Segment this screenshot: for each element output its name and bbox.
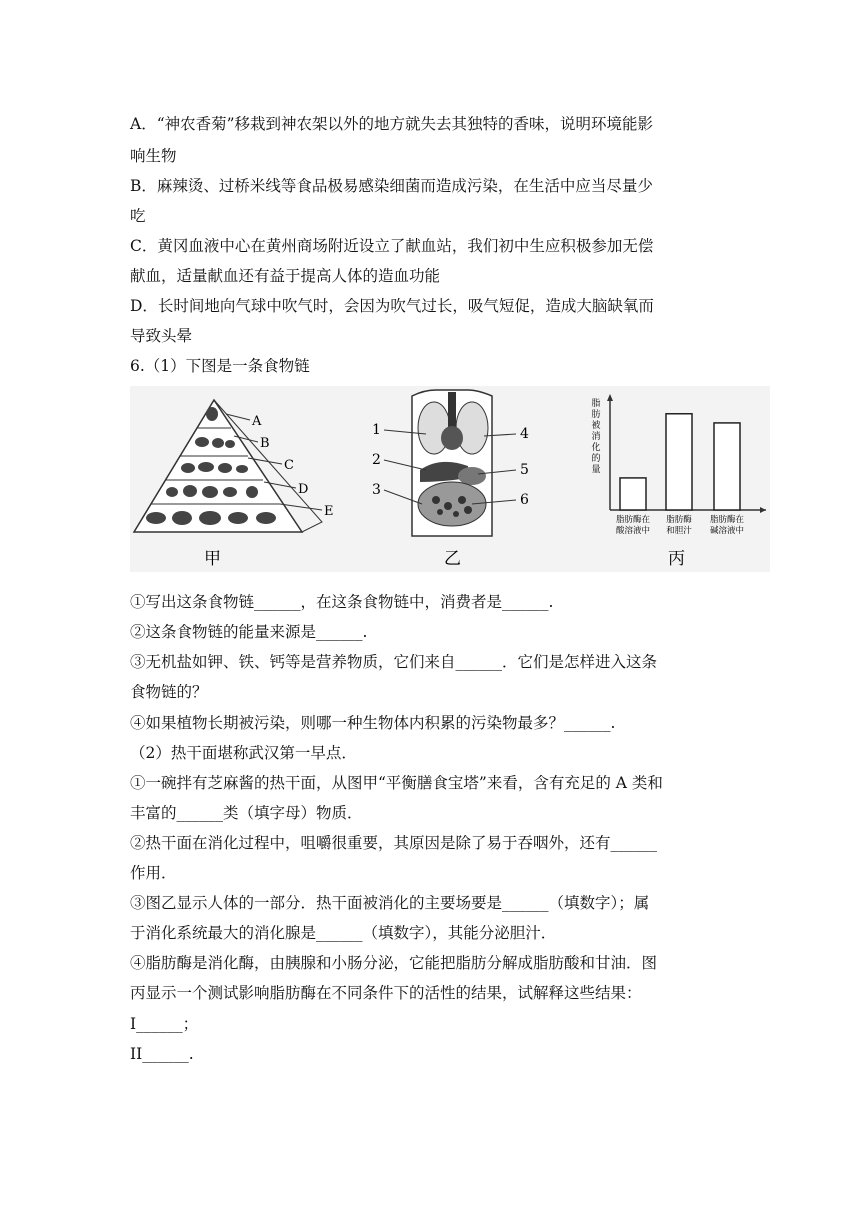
q6-part2-line8: 丙显示一个测试影响脂肪酶在不同条件下的活性的结果，试解释这些结果： [130,984,642,1002]
figure-jia [130,386,345,572]
chart-category-label: 脂肪酶和胆汁 [666,515,692,536]
chart-category-label: 脂肪酶在碱溶液中 [709,515,745,536]
figure-jia-caption: 甲 [204,549,221,569]
chart-y-label [591,397,600,475]
q6-part1-line3: ③无机盐如钾、铁、钙等是营养物质，它们来自______．它们是怎样进入这条 [130,653,658,671]
option-a-line2: 响生物 [130,147,177,165]
figure-yi-caption: 乙 [444,549,461,569]
figure-bing-caption: 丙 [668,549,685,569]
q6-part1-line2: ②这条食物链的能量来源是______. [130,623,368,641]
q6-part2-title: （2）热干面堪称武汉第一早点． [130,744,357,762]
q6-part2-line7: ④脂肪酶是消化酶，由胰腺和小肠分泌，它能把脂肪分解成脂肪酸和甘油．图 [130,954,658,972]
option-a-line1: A．“神农香菊”移栽到神农架以外的地方就失去其独特的香味，说明环境能影 [130,115,654,133]
q6-part1-line5: ④如果植物长期被污染，则哪一种生物体内积累的污染物最多？______. [130,714,616,732]
chart-bar [666,414,692,510]
q6-part1-line4: 食物链的？ [130,683,208,701]
option-d-line2: 导致头晕 [130,327,193,345]
q6-part2-line3: ②热干面在消化过程中，咀嚼很重要，其原因是除了易于吞咽外，还有______ [130,834,658,852]
q6-part2-answer-ii: II______. [130,1045,194,1063]
body-label-6: 6 [520,492,529,508]
figure-yi [368,386,548,572]
question-6-title: 6.（1）下图是一条食物链 [130,357,310,375]
figure-bing [580,386,770,572]
pyramid-label-e: E [324,504,334,519]
chart-bar [620,478,646,510]
pyramid-label-d: D [298,482,309,497]
pyramid-label-b: B [260,436,270,451]
body-label-3: 3 [372,482,381,498]
q6-part1-line1: ①写出这条食物链______，在这条食物链中，消费者是______. [130,593,554,611]
body-label-2: 2 [372,452,381,468]
q6-part2-line1: ①一碗拌有芝麻酱的热干面，从图甲“平衡膳食宝塔”来看，含有充足的 A 类和 [130,774,663,792]
q6-part2-line6: 于消化系统最大的消化腺是______（填数字），其能分泌胆汁． [130,924,557,942]
option-b-line2: 吃 [130,207,146,225]
pyramid-label-c: C [284,458,294,473]
option-c-line1: C．黄冈血液中心在黄州商场附近设立了献血站，我们初中生应积极参加无偿 [130,237,654,255]
pyramid-label-a: A [252,414,262,429]
chart-bar [714,423,740,510]
q6-part2-line5: ③图乙显示人体的一部分．热干面被消化的主要场要是______（填数字）；属 [130,894,650,912]
body-label-1: 1 [372,422,381,438]
q6-part2-line4: 作用． [130,864,177,882]
chart-category-label: 脂肪酶在酸溶液中 [615,515,651,536]
q6-part2-line2: 丰富的______类（填字母）物质． [130,804,363,822]
figure-strip [130,386,770,572]
option-d-line1: D．长时间地向气球中吹气时，会因为吹气过长，吸气短促，造成大脑缺氧而 [130,297,654,315]
option-c-line2: 献血，适量献血还有益于提高人体的造血功能 [130,267,441,285]
body-label-5: 5 [520,462,529,478]
option-b-line1: B．麻辣烫、过桥米线等食品极易感染细菌而造成污染，在生活中应当尽量少 [130,177,653,195]
q6-part2-answer-i: I______； [130,1015,199,1033]
chart-y-label-text: 脂肪被消化的量 [591,399,601,475]
body-label-4: 4 [520,426,529,442]
